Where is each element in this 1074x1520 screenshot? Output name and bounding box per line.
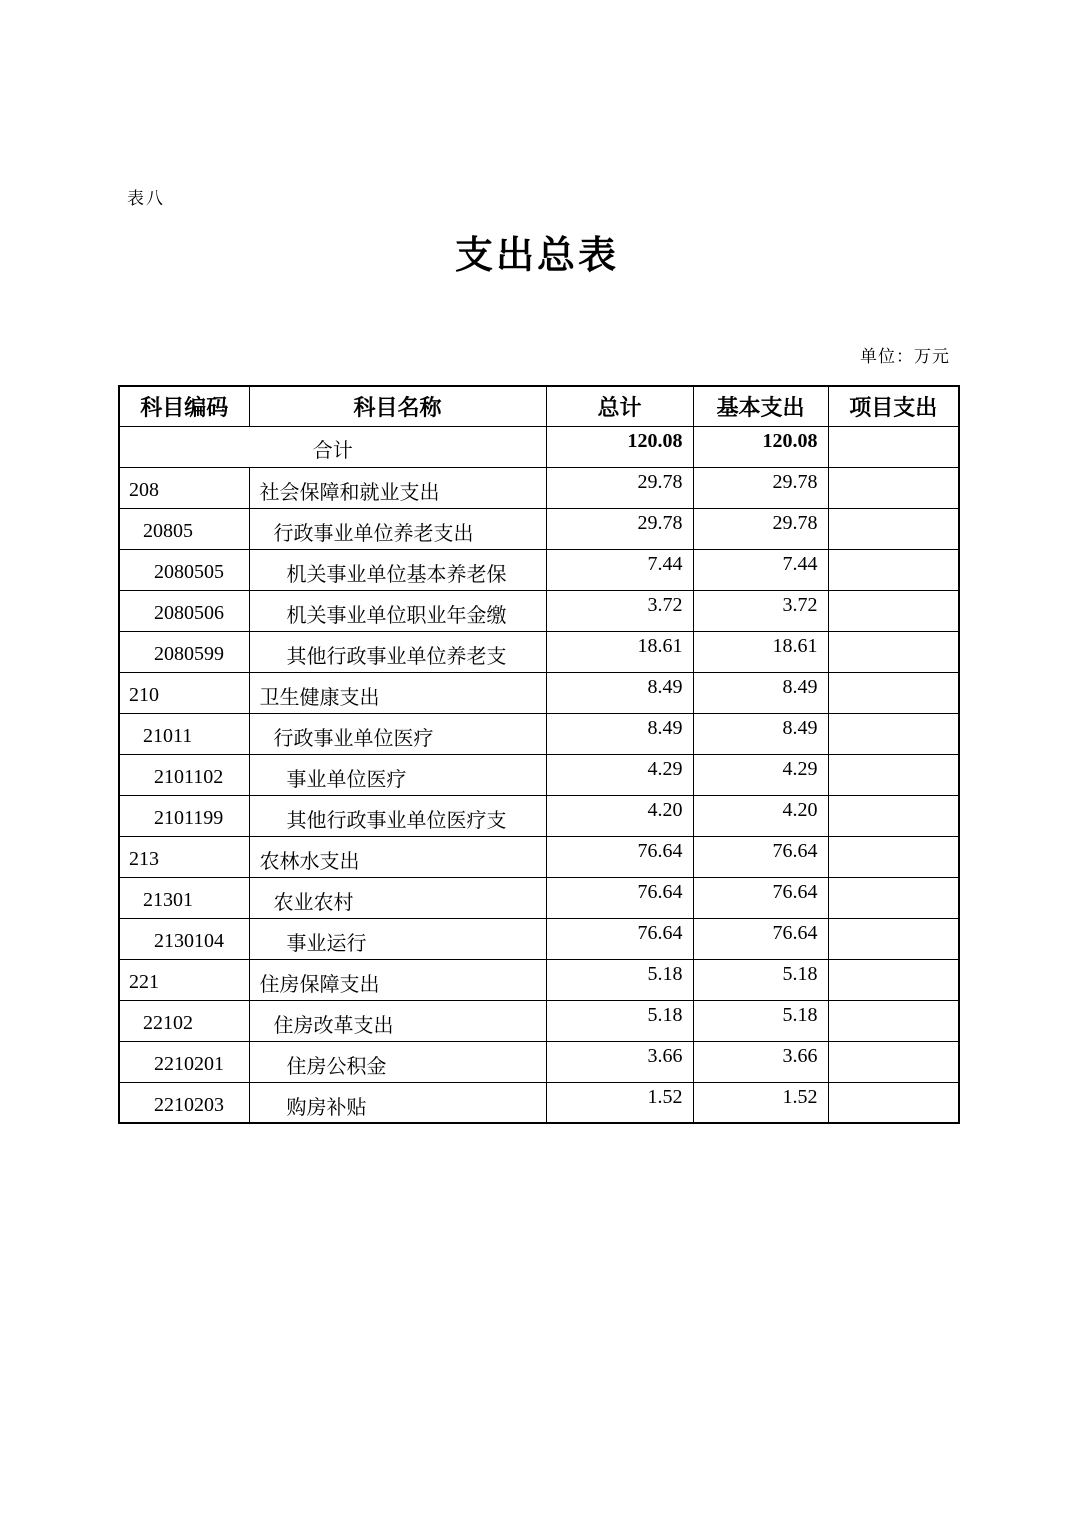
subject-code-cell: 2210203 [119,1082,249,1123]
total-cell: 76.64 [546,918,693,959]
basic-expense-cell: 8.49 [693,713,828,754]
grand-total-total-cell: 120.08 [546,426,693,467]
total-cell: 29.78 [546,508,693,549]
total-cell: 5.18 [546,959,693,1000]
subject-code-cell: 2210201 [119,1041,249,1082]
total-cell: 29.78 [546,467,693,508]
total-cell: 1.52 [546,1082,693,1123]
subject-name-cell: 社会保障和就业支出 [249,467,546,508]
table-row [119,959,959,1000]
subject-code-cell: 213 [119,836,249,877]
col-header-project-expense: 项目支出 [828,386,959,426]
total-cell: 4.29 [546,754,693,795]
project-expense-cell [828,508,959,549]
project-expense-cell [828,877,959,918]
project-expense-cell [828,467,959,508]
form-number-label: 表八 [127,189,165,208]
subject-code-cell: 2080506 [119,590,249,631]
basic-expense-cell: 29.78 [693,508,828,549]
project-expense-cell [828,959,959,1000]
basic-expense-cell: 5.18 [693,959,828,1000]
table-row [119,549,959,590]
subject-code-cell: 21011 [119,713,249,754]
basic-expense-cell: 8.49 [693,672,828,713]
unit-note: 单位：万元 [860,347,950,366]
project-expense-cell [828,795,959,836]
basic-expense-cell: 3.72 [693,590,828,631]
subject-code-cell: 2080505 [119,549,249,590]
subject-name-cell: 机关事业单位基本养老保 [249,549,546,590]
subject-code-cell: 208 [119,467,249,508]
subject-name-cell: 住房保障支出 [249,959,546,1000]
subject-code-cell: 21301 [119,877,249,918]
subject-name-cell: 事业单位医疗 [249,754,546,795]
subject-code-cell: 2130104 [119,918,249,959]
project-expense-cell [828,631,959,672]
basic-expense-cell: 76.64 [693,877,828,918]
project-expense-cell [828,1041,959,1082]
basic-expense-cell: 76.64 [693,836,828,877]
table-row [119,631,959,672]
project-expense-cell [828,918,959,959]
basic-expense-cell: 5.18 [693,1000,828,1041]
table-row [119,672,959,713]
subject-code-cell: 221 [119,959,249,1000]
table-body [119,426,959,1123]
basic-expense-cell: 4.20 [693,795,828,836]
basic-expense-cell: 4.29 [693,754,828,795]
basic-expense-cell: 1.52 [693,1082,828,1123]
subject-code-cell: 2101199 [119,795,249,836]
subject-name-cell: 住房公积金 [249,1041,546,1082]
total-cell: 3.66 [546,1041,693,1082]
col-header-subject-name: 科目名称 [249,386,546,426]
header-row [119,386,959,426]
subject-code-cell: 2101102 [119,754,249,795]
project-expense-cell [828,754,959,795]
table-row [119,877,959,918]
table-row [119,1000,959,1041]
basic-expense-cell: 76.64 [693,918,828,959]
basic-expense-cell: 18.61 [693,631,828,672]
page-title: 支出总表 [454,235,619,277]
subject-code-cell: 20805 [119,508,249,549]
project-expense-cell [828,672,959,713]
subject-name-cell: 机关事业单位职业年金缴 [249,590,546,631]
subject-name-cell: 购房补贴 [249,1082,546,1123]
total-cell: 76.64 [546,877,693,918]
total-cell: 8.49 [546,672,693,713]
total-cell: 18.61 [546,631,693,672]
subject-code-cell: 22102 [119,1000,249,1041]
subject-code-cell: 210 [119,672,249,713]
total-cell: 3.72 [546,590,693,631]
subject-code-cell: 2080599 [119,631,249,672]
table-row [119,1082,959,1123]
project-expense-cell [828,1000,959,1041]
subject-name-cell: 农林水支出 [249,836,546,877]
expenditure-table [118,385,960,1124]
grand-total-row [119,426,959,467]
subject-name-cell: 事业运行 [249,918,546,959]
subject-name-cell: 其他行政事业单位医疗支 [249,795,546,836]
table-row [119,467,959,508]
project-expense-cell [828,590,959,631]
table-header [119,386,959,426]
table-row [119,1041,959,1082]
total-cell: 76.64 [546,836,693,877]
table-row [119,508,959,549]
total-cell: 7.44 [546,549,693,590]
basic-expense-cell: 3.66 [693,1041,828,1082]
table-row [119,836,959,877]
basic-expense-cell: 7.44 [693,549,828,590]
grand-total-label: 合计 [119,426,546,467]
total-cell: 8.49 [546,713,693,754]
table-row [119,795,959,836]
grand-total-basic-cell: 120.08 [693,426,828,467]
col-header-basic-expense: 基本支出 [693,386,828,426]
project-expense-cell [828,713,959,754]
project-expense-cell [828,1082,959,1123]
subject-name-cell: 卫生健康支出 [249,672,546,713]
table-row [119,590,959,631]
table-row [119,713,959,754]
total-cell: 4.20 [546,795,693,836]
basic-expense-cell: 29.78 [693,467,828,508]
table-row [119,754,959,795]
table-row [119,918,959,959]
subject-name-cell: 住房改革支出 [249,1000,546,1041]
subject-name-cell: 其他行政事业单位养老支 [249,631,546,672]
subject-name-cell: 行政事业单位医疗 [249,713,546,754]
subject-name-cell: 行政事业单位养老支出 [249,508,546,549]
col-header-subject-code: 科目编码 [119,386,249,426]
subject-name-cell: 农业农村 [249,877,546,918]
col-header-total: 总计 [546,386,693,426]
project-expense-cell [828,549,959,590]
grand-total-project-cell [828,426,959,467]
total-cell: 5.18 [546,1000,693,1041]
project-expense-cell [828,836,959,877]
